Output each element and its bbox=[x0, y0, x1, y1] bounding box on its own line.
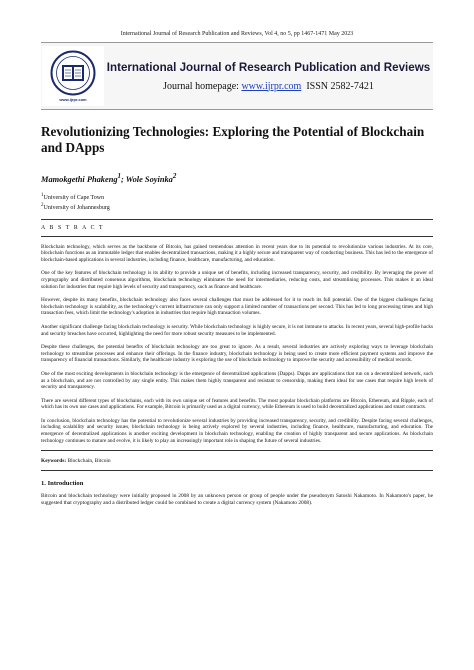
journal-homepage-line bbox=[104, 81, 433, 92]
abstract-paragraph: One of the most exciting developments in blockchain technology is the emergence of decentralized applications (Dapps). Dapps are applications that run on a decentralized network, such as a blockchain, and are not controlled by any single entity. This makes them highly transparent and resistant to censorship, making them ideal for use cases that require high levels of security and transparency. bbox=[41, 370, 433, 391]
divider bbox=[41, 219, 433, 220]
affiliation-item bbox=[41, 192, 433, 202]
running-head: International Journal of Research Publication and Reviews, Vol 4, no 5, pp 1467-1471 May 2023 bbox=[120, 31, 354, 37]
section-heading: 1. Introduction bbox=[41, 480, 84, 488]
abstract-body bbox=[41, 244, 433, 445]
issn: ISSN 2582-7421 bbox=[306, 80, 374, 92]
divider bbox=[41, 236, 433, 237]
logo-url-text: www.ijrpr.com bbox=[59, 97, 87, 102]
affiliations bbox=[41, 192, 433, 213]
affiliation-item bbox=[41, 202, 433, 212]
divider bbox=[41, 450, 433, 451]
abstract-paragraph: However, despite its many benefits, blockchain technology also faces several challenges that must be addressed for it to reach its full potential. One of the biggest challenges facing blockchain technology is scalability, as the technology's current infrastructure can only support a limited number of transactions per second. This has led to long processing times and high transaction fees, which limit the technology's adoption in industries that require high transaction volumes. bbox=[41, 297, 433, 317]
abstract-paragraph: Another significant challenge facing blockchain technology is security. While blockchain technology is highly secure, it is not immune to attacks. In recent years, several high-profile hacks and security breaches have occurred, highlighting the need for more robust security measures to be implemented. bbox=[41, 323, 433, 337]
divider bbox=[41, 470, 433, 471]
affiliation-mark: 2 bbox=[41, 203, 44, 209]
introduction-body bbox=[41, 493, 433, 507]
author-affiliation-mark: 1 bbox=[117, 172, 122, 180]
keywords-value: Blockchain, Bitcoin bbox=[66, 458, 111, 465]
masthead-text bbox=[104, 61, 433, 92]
abstract-paragraph: One of the key features of blockchain technology is its ability to provide a unique set of benefits, including increased transparency, security, and credibility. By leveraging the power of cryptography and distributed consensus algorithms, blockchain technology eliminates the need for intermediaries, reducing costs, and streamlining processes. This makes it an ideal solution for industries that require high levels of security and transparency, such as finance and healthcare. bbox=[41, 270, 433, 290]
journal-title: International Journal of Research Publication and Reviews bbox=[106, 60, 431, 74]
keywords-label: Keywords: bbox=[41, 458, 67, 465]
abstract-paragraph: In conclusion, blockchain technology has the potential to revolutionize several industries by providing increased transparency, security, and credibility. Despite facing several challenges, including scalability and security issues, blockchain technology is being actively explored by several industries, including finance, healthcare, manufacturing, and education. The emergence of decentralized applications is another exciting development in blockchain technology, enabling the creation of highly transparent and secure applications. As blockchain technology continues to mature and evolve, it is likely to play an increasingly important role in shaping the future of several industries. bbox=[41, 417, 433, 444]
abstract-paragraph: Blockchain technology, which serves as the backbone of Bitcoin, has gained tremendous attention in recent years due to its potential to revolutionize various industries. At its core, blockchain functions as an immutable ledger that enables decentralized transactions, making it a highly secure and transparent way of conducting business. This has led to the emergence of blockchain-based applications in several industries, including finance, healthcare, manufacturing, and education. bbox=[41, 243, 433, 263]
affiliation-text: University of Cape Town bbox=[43, 194, 105, 201]
journal-logo bbox=[42, 46, 104, 106]
author-separator: ; bbox=[121, 174, 126, 184]
homepage-label: Journal homepage: bbox=[163, 80, 242, 92]
keywords-line bbox=[41, 458, 433, 464]
author-name: Mamokgethi Phakeng bbox=[41, 174, 118, 184]
author-list bbox=[41, 172, 433, 184]
article-title: Revolutionizing Technologies: Exploring the Potential of Blockchain and DApps bbox=[41, 124, 425, 155]
affiliation-mark: 1 bbox=[41, 192, 44, 198]
intro-paragraph: Bitcoin and blockchain technology were initially proposed in 2008 by an unknown person or group of people under the pseudonym Satoshi Nakamoto. In Nakamoto's paper, he suggested that cryptography and a distributed ledger could be combined to create a digital currency system (Nakamoto 2008). bbox=[41, 493, 433, 507]
journal-seal-icon bbox=[50, 50, 96, 96]
author-affiliation-mark: 2 bbox=[172, 172, 177, 180]
homepage-link[interactable]: www.ijrpr.com bbox=[241, 80, 302, 92]
author-name: Wole Soyinka bbox=[125, 174, 173, 184]
journal-masthead bbox=[41, 42, 433, 110]
abstract-paragraph: There are several different types of blockchains, each with its own unique set of features and benefits. The most popular blockchain platforms are Bitcoin, Ethereum, and Ripple, each of which has its own use cases and applications. For example, Bitcoin is primarily used as a digital currency, while Ethereum is used to build decentralized applications and smart contracts. bbox=[41, 397, 433, 411]
abstract-paragraph: Despite these challenges, the potential benefits of blockchain technology are too great to ignore. As a result, several industries are actively exploring ways to leverage blockchain technology to streamline processes and enhance their offerings. In the finance industry, blockchain technology is being used to create more efficient payment systems and improve the transparency of financial transactions. Similarly, the healthcare industry is exploring the use of blockchain technology to improve the security and accessibility of medical records. bbox=[41, 344, 433, 364]
abstract-heading: A B S T R A C T bbox=[41, 224, 105, 231]
affiliation-text: University of Johannesburg bbox=[43, 205, 110, 212]
